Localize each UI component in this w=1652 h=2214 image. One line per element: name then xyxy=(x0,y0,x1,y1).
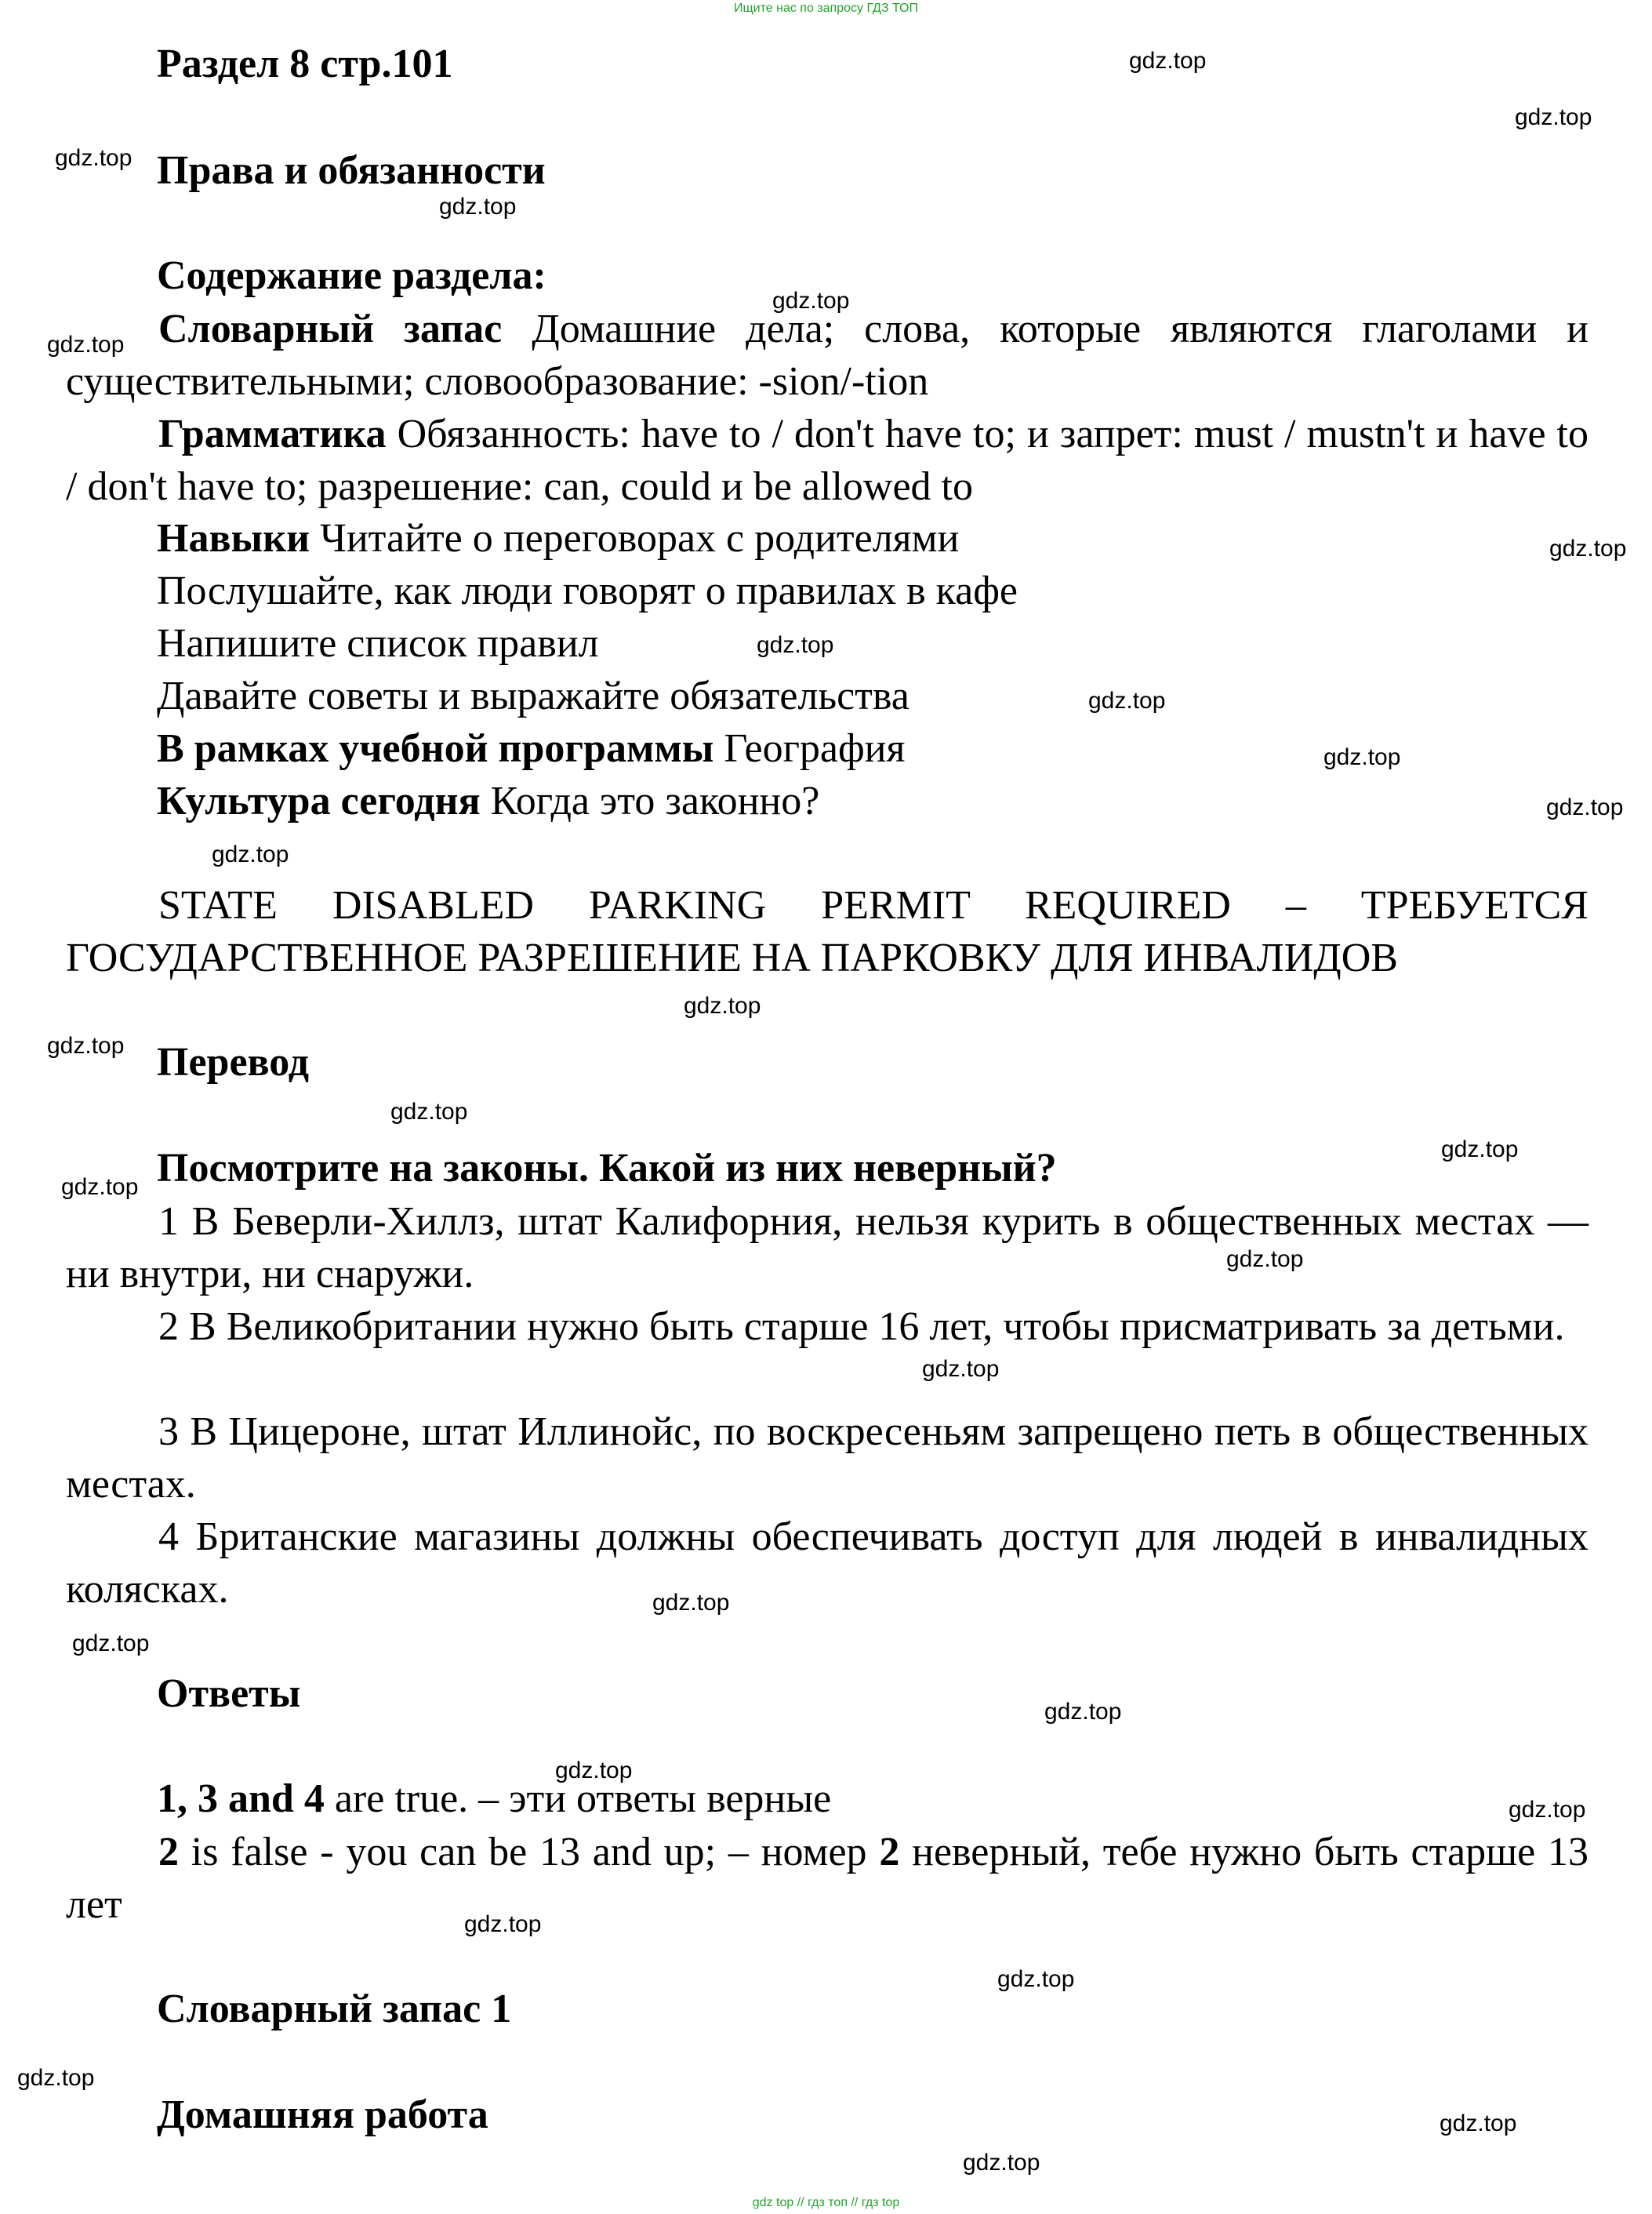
law-item-1 xyxy=(66,1195,1588,1300)
skills-line-3: Напишите список правил xyxy=(157,621,599,666)
watermark: gdz.top xyxy=(17,2065,95,2091)
law-text-1: 1 В Беверли-Хиллз, штат Калифорния, нельзя курить в общественных местах — ни внутри, ни снаружи. xyxy=(66,1199,1588,1296)
sign-text xyxy=(66,879,1588,984)
watermark: gdz.top xyxy=(1441,1136,1519,1162)
law-item-2 xyxy=(66,1300,1588,1353)
law-text-2: 2 В Великобритании нужно быть старше 16 лет, чтобы присматривать за детьми. xyxy=(158,1304,1565,1349)
answer2-bold-a: 2 xyxy=(158,1830,179,1874)
watermark: gdz.top xyxy=(464,1911,542,1937)
watermark: gdz.top xyxy=(47,1033,125,1059)
answer2-text-b: неверный, тебе нужно быть старше 13 лет xyxy=(66,1830,1588,1927)
skills-line-2: Послушайте, как люди говорят о правилах в кафе xyxy=(157,569,1018,613)
watermark: gdz.top xyxy=(1129,48,1207,74)
watermark: gdz.top xyxy=(963,2150,1040,2176)
answer1-text: are true. – эти ответы верные xyxy=(324,1776,832,1821)
watermark: gdz.top xyxy=(55,145,133,171)
homework-heading: Домашняя работа xyxy=(157,2092,488,2137)
footer-note: gdz top // гдз топ // гдз top xyxy=(752,2196,900,2209)
culture-text: Когда это законно? xyxy=(490,779,820,823)
watermark: gdz.top xyxy=(684,993,761,1019)
watermark: gdz.top xyxy=(61,1174,139,1200)
sign-text-content: STATE DISABLED PARKING PERMIT REQUIRED – ТРЕБУЕТСЯ ГОСУДАРСТВЕННОЕ РАЗРЕШЕНИЕ НА ПАРКОВКУ ДЛЯ ИНВАЛИДОВ xyxy=(66,883,1588,980)
skills-line-1 xyxy=(157,515,959,562)
watermark: gdz.top xyxy=(1088,688,1166,714)
answer1-bold: 1, 3 and 4 xyxy=(157,1776,325,1821)
skills-line-4: Давайте советы и выражайте обязательства xyxy=(157,674,910,718)
vocab1-heading: Словарный запас 1 xyxy=(157,1987,512,2031)
contents-grammar-paragraph xyxy=(66,408,1588,513)
answer-line-2 xyxy=(66,1826,1588,1931)
watermark: gdz.top xyxy=(1226,1246,1304,1272)
watermark: gdz.top xyxy=(1044,1699,1122,1725)
unit-title: Права и обязанности xyxy=(157,148,546,193)
culture-line xyxy=(157,778,819,825)
skills-text-1: Читайте о переговорах с родителями xyxy=(320,516,960,561)
watermark: gdz.top xyxy=(652,1590,730,1616)
translation-heading: Перевод xyxy=(157,1040,310,1085)
watermark: gdz.top xyxy=(72,1631,150,1656)
answer-line-1 xyxy=(157,1776,831,1823)
watermark: gdz.top xyxy=(390,1099,468,1125)
watermark: gdz.top xyxy=(1509,1797,1586,1823)
question-heading: Посмотрите на законы. Какой из них неверный? xyxy=(157,1146,1057,1191)
watermark: gdz.top xyxy=(47,332,125,358)
culture-label: Культура сегодня xyxy=(157,779,481,823)
curriculum-line xyxy=(157,725,905,773)
watermark: gdz.top xyxy=(1546,794,1624,820)
law-text-3: 3 В Цицероне, штат Иллинойс, по воскресеньям запрещено петь в общественных местах. xyxy=(66,1409,1588,1507)
answer2-text-a: is false - you can be 13 and up; – номер xyxy=(179,1830,880,1874)
answer2-bold-b: 2 xyxy=(879,1830,900,1874)
watermark: gdz.top xyxy=(1440,2110,1517,2136)
law-item-4 xyxy=(66,1511,1588,1616)
grammar-label: Грамматика xyxy=(158,412,387,456)
watermark: gdz.top xyxy=(555,1758,633,1783)
watermark: gdz.top xyxy=(439,194,517,220)
vocab-label: Словарный запас xyxy=(158,307,503,351)
section-title: Раздел 8 стр.101 xyxy=(157,42,453,86)
watermark: gdz.top xyxy=(212,842,289,867)
curriculum-label: В рамках учебной программы xyxy=(157,726,714,771)
watermark: gdz.top xyxy=(997,1966,1075,1992)
contents-heading: Содержание раздела: xyxy=(157,253,546,298)
watermark: gdz.top xyxy=(922,1356,1000,1382)
watermark: gdz.top xyxy=(1323,744,1401,770)
header-note: Ищите нас по запросу ГДЗ ТОП xyxy=(734,2,918,15)
law-item-3 xyxy=(66,1405,1588,1511)
contents-vocab-paragraph xyxy=(66,303,1588,408)
vocab-text: Домашние дела; слова, которые являются глаголами и существительными; словообразование: -sion/-tion xyxy=(66,307,1588,404)
curriculum-text: География xyxy=(724,726,906,771)
skills-label: Навыки xyxy=(157,516,310,561)
answers-heading: Ответы xyxy=(157,1671,301,1716)
watermark: gdz.top xyxy=(757,632,834,658)
watermark: gdz.top xyxy=(1549,536,1627,562)
law-text-4: 4 Британские магазины должны обеспечивать доступ для людей в инвалидных колясках. xyxy=(66,1514,1588,1612)
grammar-text: Обязанность: have to / don't have to; и запрет: must / mustn't и have to / don't have to; разрешение: can, could и be allowed to xyxy=(66,412,1589,509)
watermark: gdz.top xyxy=(772,288,850,314)
watermark: gdz.top xyxy=(1515,104,1592,130)
